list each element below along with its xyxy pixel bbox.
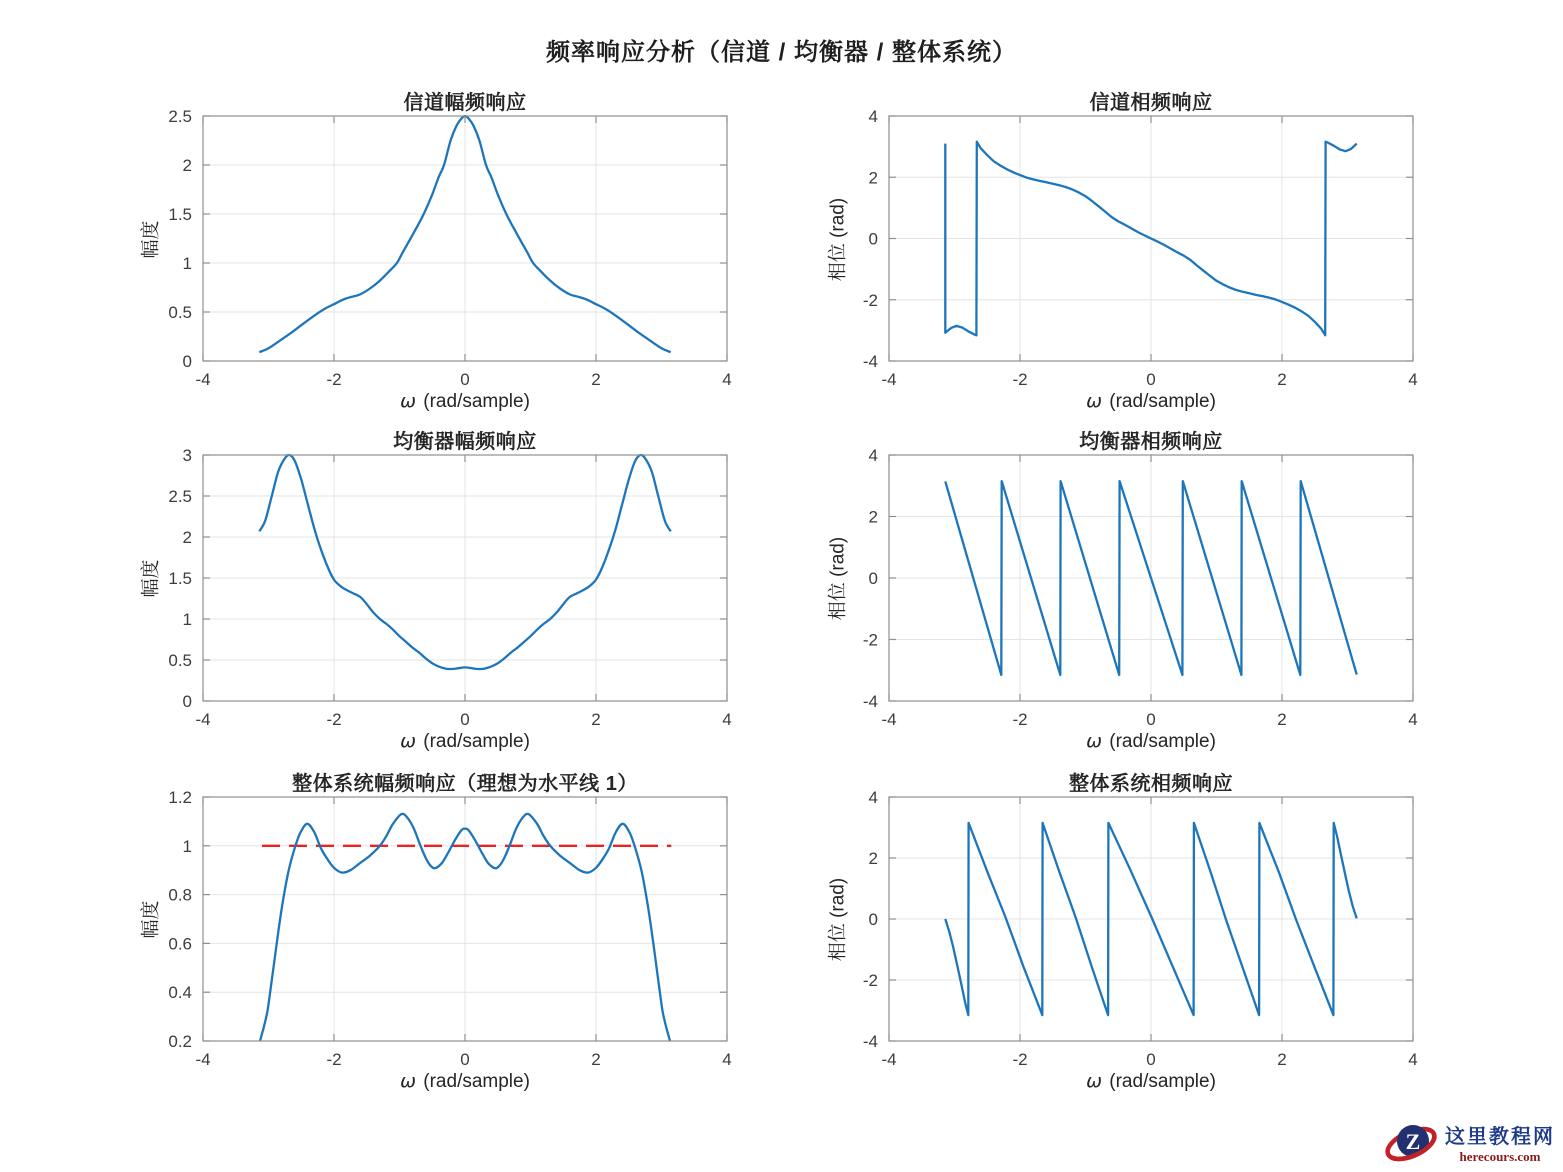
subplot-title-system-magnitude: 整体系统幅频响应（理想为水平线 1） [292, 773, 638, 795]
svg-text:-2: -2 [1012, 1050, 1028, 1069]
svg-text:1.5: 1.5 [168, 569, 192, 588]
svg-text:2: 2 [182, 156, 192, 175]
svg-text:2: 2 [1277, 710, 1287, 729]
svg-text:2.5: 2.5 [168, 107, 192, 126]
omega-symbol: ω [1086, 390, 1102, 412]
x-axis-label-channel-magnitude [203, 390, 727, 413]
svg-text:2: 2 [1277, 1050, 1287, 1069]
svg-text:4: 4 [722, 1050, 732, 1069]
svg-text:-4: -4 [195, 370, 211, 389]
svg-text:2: 2 [591, 1050, 601, 1069]
svg-text:0: 0 [868, 229, 878, 249]
svg-text:-4: -4 [881, 1050, 897, 1069]
xlabel-unit: (rad/sample) [1104, 391, 1216, 412]
svg-text:0.5: 0.5 [168, 651, 192, 670]
svg-text:2: 2 [868, 168, 878, 188]
svg-text:2: 2 [868, 849, 878, 868]
subplot-title-channel-phase: 信道相频响应 [1089, 92, 1213, 114]
xlabel-unit: (rad/sample) [1104, 1071, 1216, 1092]
svg-text:-4: -4 [862, 692, 878, 711]
y-axis-label-channel-magnitude: 幅度 [140, 220, 162, 259]
svg-text:0: 0 [460, 370, 470, 389]
y-axis-label-equalizer-magnitude: 幅度 [140, 559, 162, 598]
omega-symbol: ω [400, 730, 416, 752]
y-axis-label-equalizer-phase: 相位 (rad) [827, 536, 849, 621]
xlabel-unit: (rad/sample) [418, 1071, 530, 1092]
svg-text:0: 0 [1146, 710, 1156, 729]
svg-text:-2: -2 [1012, 710, 1028, 729]
svg-text:0: 0 [868, 569, 878, 588]
x-axis-label-equalizer-magnitude [203, 730, 727, 753]
svg-text:0: 0 [460, 710, 470, 729]
watermark-domain: herecours.com [1459, 1148, 1541, 1164]
svg-text:4: 4 [1408, 1050, 1418, 1069]
svg-text:-4: -4 [881, 370, 897, 389]
omega-symbol: ω [400, 390, 416, 412]
svg-text:0: 0 [182, 692, 192, 711]
svg-text:-4: -4 [862, 352, 878, 371]
x-axis-label-system-magnitude [203, 1070, 727, 1093]
watermark-site-name: 这里教程网 [1445, 1125, 1555, 1148]
svg-text:-2: -2 [862, 630, 878, 650]
svg-text:Z: Z [1405, 1129, 1421, 1154]
x-axis-label-channel-phase [889, 390, 1413, 413]
svg-text:-2: -2 [326, 1050, 342, 1069]
svg-text:2: 2 [182, 528, 192, 547]
svg-text:4: 4 [722, 370, 732, 389]
svg-text:1: 1 [182, 610, 192, 629]
svg-text:-2: -2 [326, 710, 342, 729]
svg-text:0.2: 0.2 [168, 1032, 192, 1051]
svg-text:0.4: 0.4 [168, 983, 192, 1003]
svg-text:-4: -4 [881, 710, 897, 729]
svg-text:4: 4 [868, 788, 878, 807]
y-axis-label-system-phase: 相位 (rad) [827, 877, 849, 962]
svg-text:1.5: 1.5 [168, 205, 192, 224]
svg-text:1.2: 1.2 [168, 788, 192, 807]
svg-text:0: 0 [1146, 370, 1156, 389]
svg-text:0.8: 0.8 [168, 885, 192, 905]
subplot-title-equalizer-phase: 均衡器相频响应 [1079, 431, 1223, 453]
xlabel-unit: (rad/sample) [418, 391, 530, 412]
svg-text:4: 4 [868, 107, 878, 126]
svg-text:-2: -2 [862, 290, 878, 310]
svg-text:0: 0 [460, 1050, 470, 1069]
svg-text:0.5: 0.5 [168, 303, 192, 322]
omega-symbol: ω [1086, 1070, 1102, 1092]
omega-symbol: ω [1086, 730, 1102, 752]
svg-text:-2: -2 [862, 971, 878, 990]
svg-text:1: 1 [182, 836, 192, 856]
x-axis-label-system-phase [889, 1070, 1413, 1093]
svg-text:-2: -2 [326, 370, 342, 389]
svg-text:-4: -4 [862, 1032, 878, 1051]
y-axis-label-channel-phase: 相位 (rad) [827, 197, 849, 282]
svg-text:3: 3 [182, 446, 192, 465]
svg-text:-2: -2 [1012, 370, 1028, 389]
watermark [1384, 1112, 1563, 1172]
xlabel-unit: (rad/sample) [1104, 731, 1216, 752]
svg-text:0: 0 [182, 352, 192, 371]
svg-text:2: 2 [591, 370, 601, 389]
svg-text:2: 2 [868, 507, 878, 527]
y-axis-label-system-magnitude: 幅度 [140, 900, 162, 939]
svg-text:0: 0 [868, 910, 878, 929]
svg-text:2: 2 [591, 710, 601, 729]
svg-text:-4: -4 [195, 1050, 211, 1069]
svg-text:0: 0 [1146, 1050, 1156, 1069]
svg-text:2.5: 2.5 [168, 487, 192, 506]
svg-text:4: 4 [1408, 710, 1418, 729]
svg-text:4: 4 [722, 710, 732, 729]
xlabel-unit: (rad/sample) [418, 731, 530, 752]
svg-text:0.6: 0.6 [168, 934, 192, 954]
subplot-title-equalizer-magnitude: 均衡器幅频响应 [393, 431, 537, 453]
svg-text:1: 1 [182, 254, 192, 273]
svg-text:-4: -4 [195, 710, 211, 729]
subplot-title-system-phase: 整体系统相频响应 [1069, 773, 1233, 795]
svg-text:4: 4 [868, 446, 878, 465]
svg-text:4: 4 [1408, 370, 1418, 389]
watermark-logo-icon [1384, 1115, 1440, 1169]
subplot-title-channel-magnitude: 信道幅频响应 [403, 92, 527, 114]
figure-title: 频率响应分析（信道 / 均衡器 / 整体系统） [545, 39, 1017, 66]
x-axis-label-equalizer-phase [889, 730, 1413, 753]
svg-text:2: 2 [1277, 370, 1287, 389]
omega-symbol: ω [400, 1070, 416, 1092]
